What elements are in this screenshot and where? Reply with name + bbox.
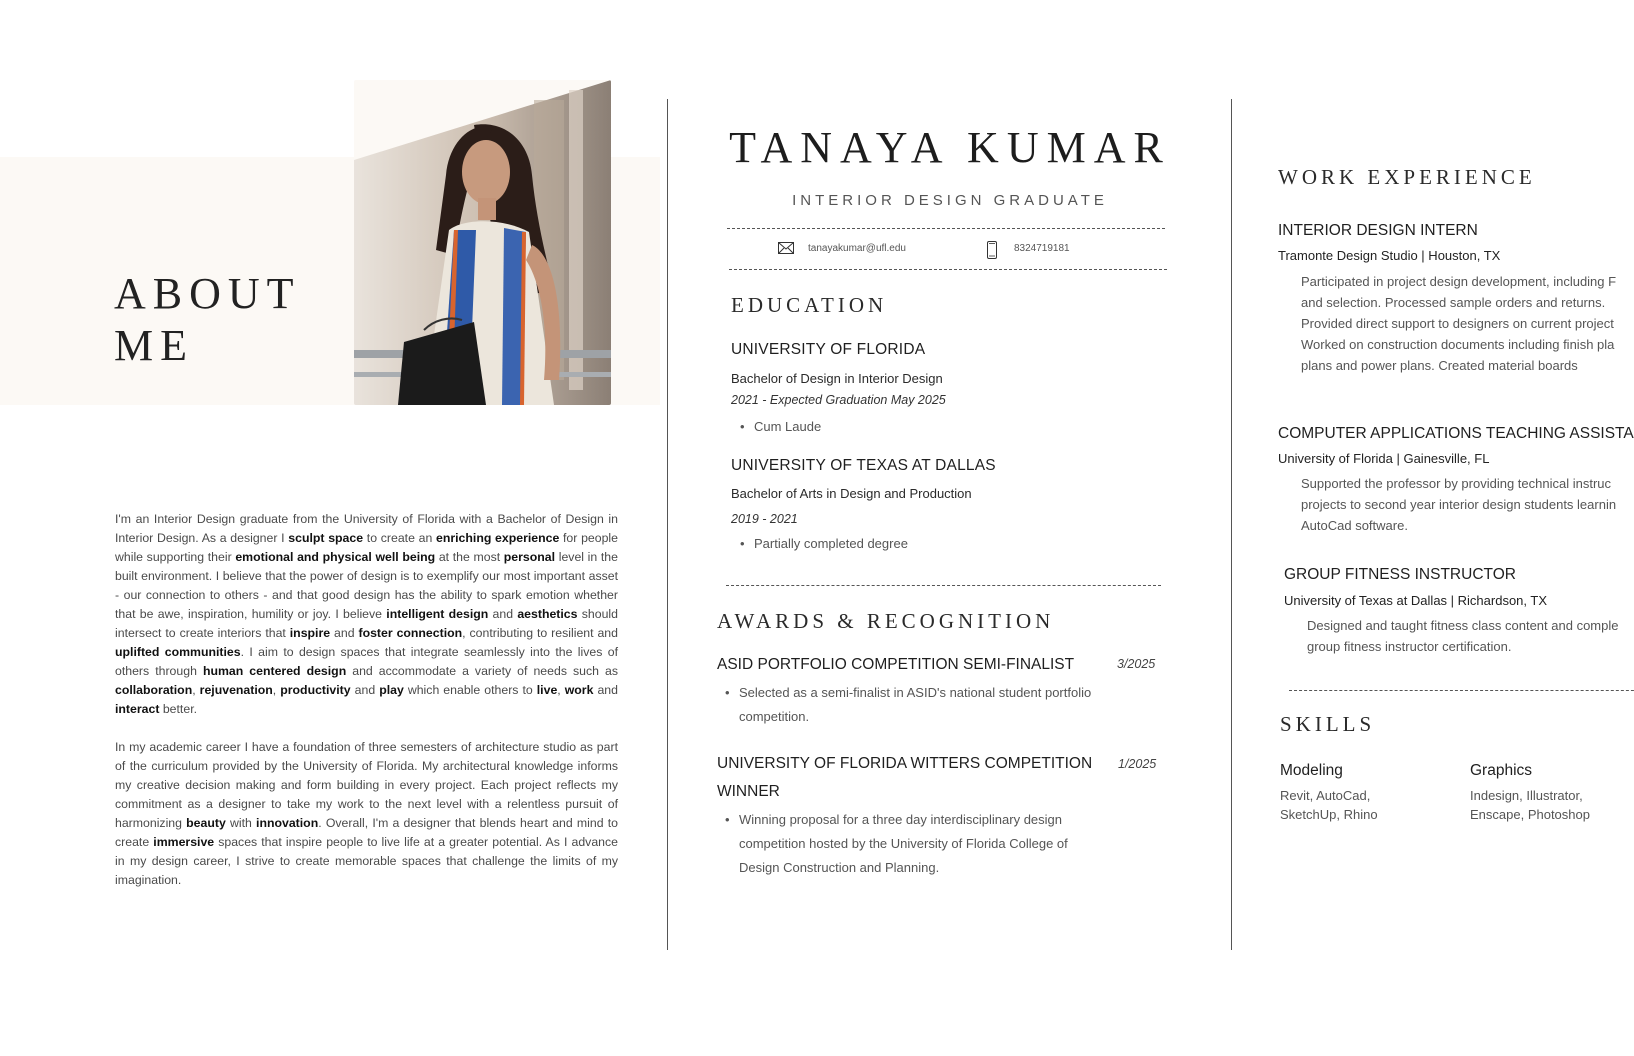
- award-date: 3/2025: [1117, 657, 1156, 671]
- about-title-line1: ABOUT: [114, 269, 301, 318]
- about-title-line2: ME: [114, 321, 194, 370]
- emphasis-phrase: well being: [375, 550, 436, 564]
- emphasis-phrase: inspire: [289, 626, 331, 640]
- job-duty-continued: and selection. Processed sample orders and returns.: [1301, 295, 1606, 310]
- job-organization: University of Texas at Dallas | Richardson, TX: [1284, 593, 1548, 608]
- section-divider: [726, 585, 1161, 586]
- emphasis-phrase: emotional and physical: [235, 550, 372, 564]
- emphasis-phrase: enriching experience: [436, 531, 560, 545]
- emphasis-phrase: connection: [396, 626, 463, 640]
- award-date: 1/2025: [1118, 757, 1157, 771]
- emphasis-phrase: sculpt space: [288, 531, 364, 545]
- about-paragraph-1: I'm an Interior Design graduate from the University of Florida with a Bachelor of Design in Interior Design. As a designer I sculpt space to create an enriching experience for people while supporting their emotional and physical well being at the most personal level in the built environment. I believe that the power of design is to exemplify our most important asset - our connection to others - and that good design has the ability to spark emotion whether that be awe, inspiration, humility or joy. I believe intelligent design and aesthetics should intersect to create interiors that inspire and foster connection, contributing to resilient and uplifted communities. I aim to design spaces that integrate seamlessly into the lives of others through human centered design and accommodate a variety of needs such as collaboration, rejuvenation, productivity and play which enable others to live, work and interact better.: [115, 512, 618, 716]
- skill-line: Revit, AutoCad,: [1280, 788, 1371, 803]
- emphasis-phrase: collaboration: [115, 683, 193, 697]
- emphasis-phrase: foster: [358, 626, 393, 640]
- job-duty: • Provided direct support to designers on current project: [1301, 313, 1634, 334]
- job-duty: • Participated in project design development, including F: [1301, 271, 1634, 292]
- emphasis-phrase: innovation: [256, 816, 319, 830]
- skill-group-values: [1470, 786, 1620, 824]
- envelope-icon: [778, 242, 794, 254]
- education-heading: EDUCATION: [731, 293, 888, 317]
- emphasis-phrase: uplifted communities: [115, 645, 241, 659]
- contact-divider-top: [727, 228, 1165, 229]
- job-duty-continued: plans and power plans. Created material boards: [1301, 358, 1578, 373]
- candidate-role: INTERIOR DESIGN GRADUATE: [792, 192, 1108, 209]
- job-title: COMPUTER APPLICATIONS TEACHING ASSISTA: [1278, 425, 1634, 442]
- job-duty: • Supported the professor by providing technical instruc: [1301, 473, 1634, 494]
- job-title: GROUP FITNESS INSTRUCTOR: [1284, 566, 1516, 583]
- skill-line: Enscape, Photoshop: [1470, 807, 1590, 822]
- emphasis-phrase: interact: [115, 702, 160, 716]
- job-organization: University of Florida | Gainesville, FL: [1278, 451, 1490, 466]
- awards-heading: AWARDS & RECOGNITION: [717, 609, 1055, 633]
- email-link[interactable]: tanayakumar@ufl.edu: [808, 243, 906, 254]
- education-school: UNIVERSITY OF TEXAS AT DALLAS: [731, 457, 996, 474]
- about-bio: [115, 510, 618, 909]
- award-description: • Selected as a semi-finalist in ASID's national student portfolio competition.: [739, 681, 1094, 729]
- job-title: INTERIOR DESIGN INTERN: [1278, 222, 1478, 239]
- education-school: UNIVERSITY OF FLORIDA: [731, 341, 926, 358]
- emphasis-phrase: aesthetics: [517, 607, 578, 621]
- skill-group-values: [1280, 786, 1430, 824]
- emphasis-phrase: live: [536, 683, 558, 697]
- award-description: • Winning proposal for a three day interdisciplinary design competition hosted by the University of Florida College of Design Construction and Planning.: [739, 808, 1094, 880]
- section-divider: [1289, 690, 1634, 691]
- job-duties: [1301, 271, 1634, 376]
- candidate-name: TANAYA KUMAR: [729, 123, 1171, 172]
- about-title: [114, 268, 301, 372]
- education-degree: Bachelor of Design in Interior Design: [731, 371, 943, 386]
- emphasis-phrase: beauty: [186, 816, 226, 830]
- work-experience-heading: WORK EXPERIENCE: [1278, 165, 1536, 189]
- phone-icon: [987, 241, 997, 259]
- job-duties: [1307, 615, 1634, 657]
- portrait-photo: [354, 80, 611, 405]
- emphasis-phrase: work: [564, 683, 594, 697]
- education-dates: 2021 - Expected Graduation May 2025: [731, 393, 946, 407]
- about-paragraph-2: In my academic career I have a foundation of three semesters of architecture studio as part of the curriculum provided by the University of Florida. My architectural knowledge informs my creative decision making and form building in every project. Each project reflects my commitment as a designer to take my work to the next level with a relentless pursuit of harmonizing beauty with innovation. Overall, I'm a designer that blends heart and mind to create immersive spaces that inspire people to live life at a greater potential. As I advance in my design career, I strive to create memorable spaces that challenge the limits of my imagination.: [115, 740, 619, 887]
- emphasis-phrase: productivity: [280, 683, 351, 697]
- skill-group-name: Modeling: [1280, 762, 1343, 779]
- contact-divider-bottom: [729, 269, 1167, 270]
- job-duty-continued: group fitness instructor certification.: [1307, 639, 1512, 654]
- emphasis-phrase: rejuvenation: [199, 683, 273, 697]
- emphasis-phrase: human centered design: [202, 664, 347, 678]
- phone-number[interactable]: 8324719181: [1014, 243, 1070, 254]
- award-title: UNIVERSITY OF FLORIDA WITTERS COMPETITION WINNER: [717, 755, 1093, 800]
- skill-group-name: Graphics: [1470, 762, 1533, 779]
- skill-line: SketchUp, Rhino: [1280, 807, 1378, 822]
- emphasis-phrase: intelligent design: [386, 607, 489, 621]
- award-title: ASID PORTFOLIO COMPETITION SEMI-FINALIST: [717, 656, 1075, 673]
- emphasis-phrase: immersive: [153, 835, 215, 849]
- education-dates: 2019 - 2021: [731, 512, 798, 526]
- page-divider-left: [667, 99, 668, 950]
- education-note: • Cum Laude: [754, 419, 821, 434]
- job-duty: • Designed and taught fitness class content and comple: [1307, 615, 1634, 636]
- education-degree: Bachelor of Arts in Design and Production: [731, 486, 972, 501]
- skills-heading: SKILLS: [1280, 712, 1376, 736]
- job-duties: [1301, 473, 1634, 536]
- emphasis-phrase: personal: [503, 550, 556, 564]
- contact-row: [778, 241, 1138, 259]
- education-note: • Partially completed degree: [754, 536, 908, 551]
- job-duty-continued: AutoCad software.: [1301, 518, 1408, 533]
- portrait-illustration: [354, 80, 611, 405]
- emphasis-phrase: play: [379, 683, 404, 697]
- job-organization: Tramonte Design Studio | Houston, TX: [1278, 248, 1501, 263]
- job-duty-continued: projects to second year interior design students learnin: [1301, 497, 1617, 512]
- job-duty: • Worked on construction documents including finish pla: [1301, 334, 1634, 355]
- skill-line: Indesign, Illustrator,: [1470, 788, 1583, 803]
- page-divider-right: [1231, 99, 1232, 950]
